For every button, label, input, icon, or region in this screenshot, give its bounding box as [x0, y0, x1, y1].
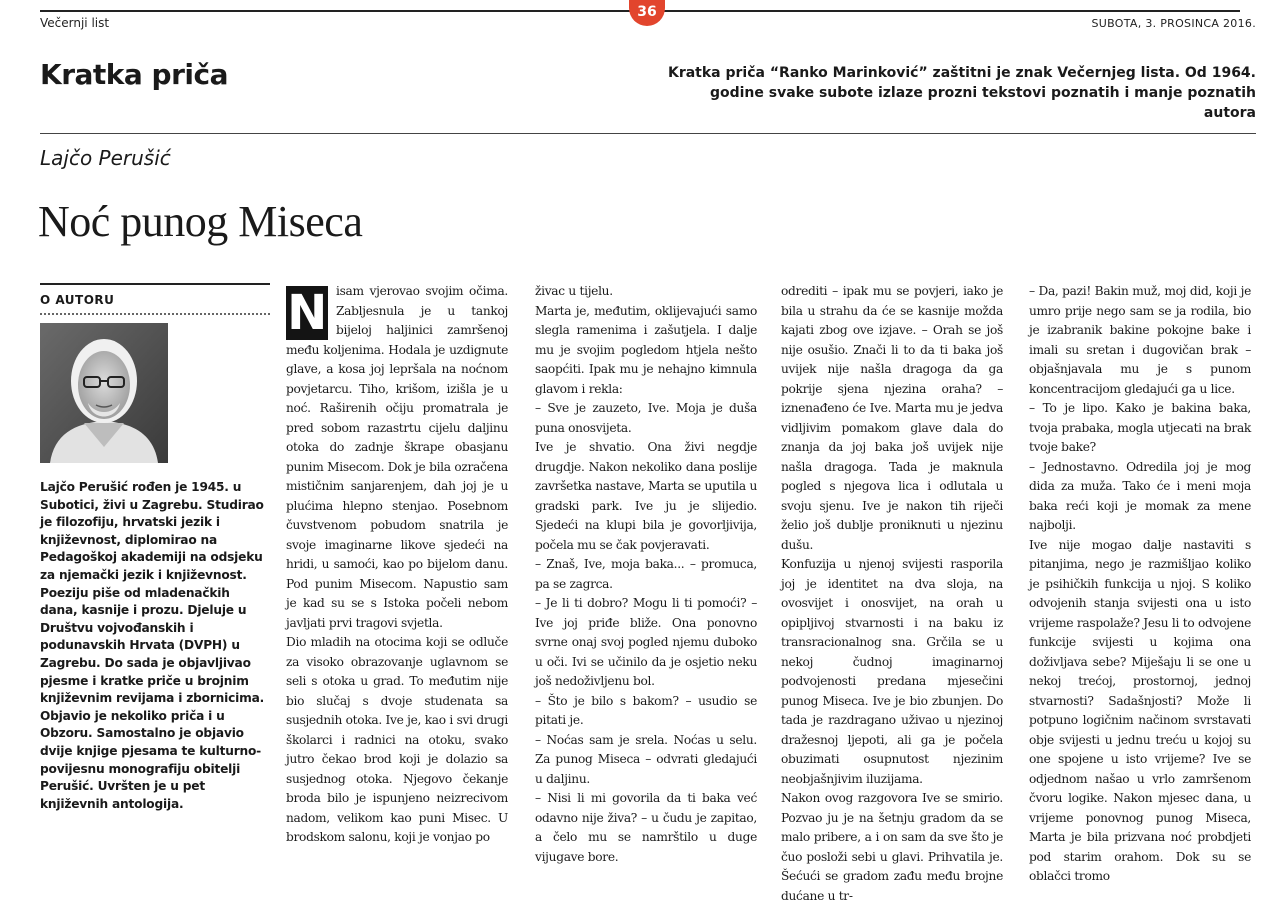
text-column-2 — [535, 282, 757, 864]
drop-cap: N — [287, 285, 327, 341]
sidebar-dotted-rule — [40, 313, 270, 315]
paragraph: – Nisi li mi govorila da ti baka već odavno nije živa? – u čudu je zapitao, a čelo mu se namrštilo u duge vijugave bore. — [535, 791, 757, 864]
section-divider — [40, 133, 1256, 134]
paragraph: Konfuzija u njenoj svijesti rasporila joj je identitet na dva sloja, na ovosvijet i onosvijet, na orah u opipljivoj stvarnosti i na baku iz transracionalnog sna. Grčila se u nekoj čudnoj imaginarnoj podvojenosti predana mjesečini punog Miseca. Ive je bio zbunjen. Do tada je razdragano uživao u njezinoj dražesnoj ljepoti, ali ga je počela obuzimati osupnutost njezinim neobjašnjivim iluzijama. — [781, 557, 1003, 786]
story-title: Noć punog Miseca — [38, 197, 363, 246]
story-author: Lajčo Perušić — [40, 146, 171, 170]
paragraph: isam vjerovao svojim očima. Zabljesnula je u tankoj bijeloj haljinici zamršenoj među koljenima. Hodala je uzdignute glave, a kosa joj lepršala na noćnom povjetarcu. Tiho, krišom, izišla je u noć. Raširenih očiju promatrala je pred sobom razastrtu cijelu daljinu otoka do zadnje škrape obasjanu punim Misecom. Dok je bila ozračena mističnim sanjarenjem, dah joj je u plućima hlepno stenjao. Posebnom čuvstvenom pobudom snatrila je svoje imaginarne likove sjedeći na hridi, u samoći, kao po bijelom danu. Pod punim Misecom. Napustio sam je kad su se s Istoka počeli nebom javljati prvi tragovi svjetla. — [286, 284, 508, 630]
paragraph: – Je li ti dobro? Mogu li ti pomoći? – Ive joj priđe bliže. Ona ponovno svrne onaj svoj pogled njemu duboko u oči. Ivi se učinilo da je osjetio neku još nedoživljenu bol. — [535, 596, 757, 688]
paragraph: Ive je shvatio. Ona živi negdje drugdje. Nakon nekoliko dana poslije završetka nastave, Marta se uputila u gradski park. Ive ju je slijedio. Sjedeći na klupi bila je govorljivija, počela mu se čak povjeravati. — [535, 440, 757, 552]
paragraph: Dio mladih na otocima koji se odluče za visoko obrazovanje uglavnom se seli s otoka u grad. To međutim nije bio slučaj s dvoje studenata sa susjednih otoka. Ive je, kao i svi drugi školarci i radnici na otoku, svako jutro čekao brod koji je dolazio sa susjednog otoka. Njegovo čekanje broda bilo je ispunjeno neizrecivom nadom, velikom kao puni Misec. U brodskom salonu, koji je vonjao po — [286, 635, 508, 844]
text-column-3 — [781, 282, 1003, 903]
paragraph: – Što je bilo s bakom? – usudio se pitati je. — [535, 693, 757, 727]
text-column-4 — [1029, 282, 1251, 883]
paragraph: – Jednostavno. Odredila joj je mog dida za muža. Tako će i meni moja baka reći koji je momak za mene najbolji. — [1029, 459, 1251, 532]
paragraph: – Sve je zauzeto, Ive. Moja je duša puna onosvijeta. — [535, 401, 757, 435]
paragraph: – Noćas sam je srela. Noćas u selu. Za punog Miseca – odvrati gledajući u daljinu. — [535, 732, 757, 786]
issue-date: SUBOTA, 3. PROSINCA 2016. — [1091, 17, 1256, 30]
paragraph: odrediti – ipak mu se povjeri, iako je bila u strahu da će se kasnije možda kajati zbog ove izjave. – Orah se još nije osušio. Znači li to da ti baka još uvijek nije našla dragoga da ga pokrije sjena njezina oraha? – iznenađeno će Ive. Marta mu je jedva vidljivim pomakom glave dala do znanja da joj baka još uvijek nije našla dragoga. Tada je maknula pogled s njegova lica i odlutala u svoju sjenu. Ive je nakon tih riječi želio još dublje proniknuti u njezinu dušu. — [781, 284, 1003, 552]
sidebar-label: O AUTORU — [40, 293, 115, 307]
author-bio: Lajčo Perušić rođen je 1945. u Subotici, živi u Zagrebu. Studirao je filozofiju, hrvatski jezik i književnost, diplomirao na Pedagoškoj akademiji na odsjeku za njemački jezik i književnost. Poeziju piše od mladenačkih dana, kasnije i prozu. Djeluje u Društvu vojvođanskih i podunavskih Hrvata (DVPH) u Zagrebu. Do sada je objavljivao pjesme i kratke priče u brojnim književnim revijama i zbornicima. Objavio je nekoliko priča i u Obzoru. Samostalno je objavio dvije knjige pjesama te kulturno-povijesnu monografiju obitelji Perušić. Uvršten je u pet književnih antologija. — [40, 480, 265, 811]
section-description: Kratka priča “Ranko Marinković” zaštitni je znak Večernjeg lista. Od 1964. godine svake subote izlaze prozni tekstovi poznatih i manje poznatih autora — [667, 65, 1256, 121]
paragraph: – Da, pazi! Bakin muž, moj did, koji je umro prije nego sam se ja rodila, bio je izabranik bakine pokojne bake i imali su sretan i dugovičan brak – objašnjavala mu je s punom koncentracijom gledajući ga u lice. — [1029, 284, 1251, 396]
section-title: Kratka priča — [40, 58, 228, 91]
publication-name: Večernji list — [40, 16, 110, 30]
paragraph: Ive nije mogao dalje nastaviti s pitanjima, nego je razmišljao koliko je psihičkih funkcija u njoj. S koliko odvojenih stanja svijesti ona u isto vrijeme raspolaže? Jesu li to odvojene funkcije svijesti u kojima ona doživljava sebe? Miješaju li se one u nekoj trećoj, prostornoj, jednoj stvarnosti? Sadašnjosti? Može li potpuno logičnim načinom svrstavati obje svijesti u jednu treću u kojoj su one spojene u isto vrijeme? Ive se odjednom našao u vrlo zamršenom čvoru logike. Nakon mjesec dana, u vrijeme ponovnog punog Miseca, Marta je bila prizvana noć probdjeti pod starim orahom. Dok su se oblačci tromo — [1029, 537, 1251, 883]
text-column-1 — [286, 282, 508, 852]
about-author-sidebar — [40, 283, 270, 813]
author-photo — [40, 323, 168, 463]
paragraph: Nakon ovog razgovora Ive se smirio. Pozvao ju je na šetnju gradom da se malo pribere, a i on sam da sve što je čuo posloži sebi u glavi. Prihvatila je. Šećući se gradom zađu među brojne dućane u tr- — [781, 791, 1003, 903]
paragraph: Marta je, međutim, oklijevajući samo slegla ramenima i zašutjela. I dalje mu je svojim pogledom htjela nešto saopćiti. Ipak mu je nehajno kimnula glavom i rekla: — [535, 303, 757, 396]
paragraph: – To je lipo. Kako je bakina baka, tvoja prabaka, mogla utjecati na brak tvoje bake? — [1029, 401, 1251, 454]
page-number-badge: 36 — [629, 0, 665, 26]
sidebar-rule — [40, 283, 270, 285]
paragraph: živac u tijelu. — [535, 284, 613, 298]
paragraph: – Znaš, Ive, moja baka... – promuca, pa se zagrca. — [535, 557, 757, 591]
